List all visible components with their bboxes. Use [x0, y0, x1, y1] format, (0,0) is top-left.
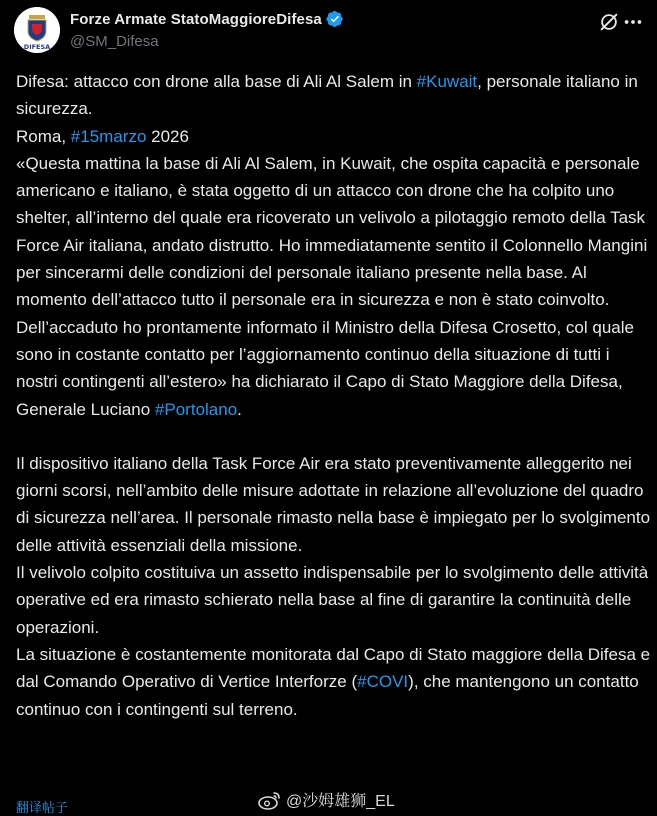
dateline-text: Roma,: [16, 126, 71, 146]
para4-text: La situazione è costantemente monitorata dal Capo di Stato maggiore della Difesa e dal Comando Operativo di Vertice Interforze (: [16, 644, 651, 692]
display-name[interactable]: Forze Armate StatoMaggioreDifesa: [70, 10, 322, 28]
more-icon[interactable]: [622, 11, 644, 33]
headline-text: Difesa: attacco con drone alla base di Ali Al Salem in: [16, 72, 417, 91]
svg-text:DIFESA: DIFESA: [23, 43, 51, 51]
hashtag-15marzo[interactable]: #15marzo: [70, 126, 147, 146]
hashtag-portolano[interactable]: #Portolano: [154, 399, 238, 419]
grok-icon[interactable]: [598, 11, 620, 33]
tweet-text: [16, 68, 652, 723]
weibo-logo-icon: [258, 790, 282, 810]
watermark-text: @沙姆雄狮_EL: [286, 793, 395, 810]
para4-text-end: ), che mantengono un contatto continuo con i contingenti sul terreno.: [16, 672, 639, 719]
watermark: [258, 788, 395, 811]
display-name-row: [70, 9, 344, 29]
hashtag-covi[interactable]: #COVI: [357, 672, 409, 692]
difesa-emblem-icon: [14, 7, 60, 53]
avatar[interactable]: [14, 7, 60, 53]
tweet-dateline: [16, 123, 652, 150]
tweet-paragraph-4: [16, 641, 652, 723]
quote-text: «Questa mattina la base di Ali Al Salem, in Kuwait, che ospita capacità e personale americano e italiano, è stata oggetto di un attacco con drone che ha colpito uno shelter, all’interno del quale era ricoverato un velivolo a pilotaggio remoto della Task Force Air italiana, andato distrutto. Ho immediatamente sentito il Colonnello Mangini per sincerarmi delle condizioni del personale italiano presente nella base. Al momento dell’attacco tutto il personale era in sicurezza e non è stato coinvolto. Dell’accaduto ho prontamente informato il Ministro della Difesa Crosetto, col quale sono in costante contatto per l’aggiornamento continuo della situazione di tutti i nostri contingenti all’estero» ha dichiarato il Capo di Stato Maggiore della Difesa, Generale Luciano: [16, 153, 648, 419]
tweet-paragraph-3: Il velivolo colpito costituiva un assetto indispensabile per lo svolgimento delle attività operative ed era rimasto schierato nella base al fine di garantire la continuità delle operazioni.: [16, 563, 649, 637]
tweet-header: [14, 7, 644, 57]
paragraph-gap: [16, 423, 652, 450]
tweet-paragraph-quote: [16, 150, 652, 423]
tweet-headline: [16, 68, 652, 123]
author-names: [70, 9, 344, 50]
dateline-year: 2026: [146, 126, 189, 146]
translate-post-link[interactable]: 翻译帖子: [16, 800, 69, 815]
tweet-paragraph-2: Il dispositivo italiano della Task Force Air era stato preventivamente alleggerito nei giorni scorsi, nell’ambito delle misure adottate in relazione all’evoluzione del quadro di sicurezza nell’area. Il personale rimasto nella base è impiegato per lo svolgimento delle attività essenziali della missione.: [16, 453, 651, 555]
handle[interactable]: @SM_Difesa: [70, 33, 159, 50]
quote-text-end: .: [237, 399, 242, 419]
verified-badge-icon: [326, 10, 344, 28]
hashtag-kuwait[interactable]: #Kuwait: [416, 72, 478, 91]
headline-text-end: , personale italiano in sicurezza.: [16, 72, 638, 119]
